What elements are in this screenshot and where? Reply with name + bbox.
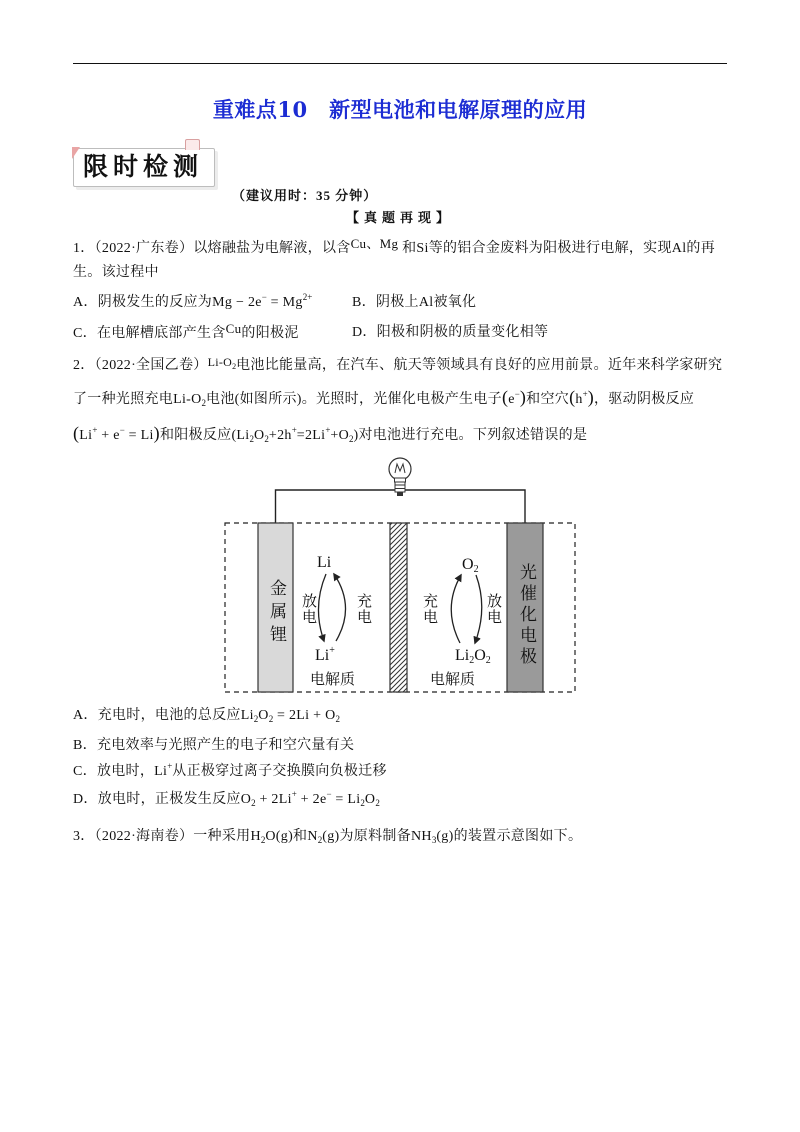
q2-text: 电池(如图所示)。光照时，光催化电极产生电子: [206, 392, 502, 407]
q1-text: 和: [398, 241, 417, 256]
formula-hole: h: [575, 392, 583, 407]
formula-sub: 2: [268, 714, 274, 724]
formula-sup: −: [261, 292, 267, 302]
q2-line-1: [73, 355, 722, 375]
q2-option-b: [73, 736, 354, 756]
right-charge-arrow: [451, 575, 461, 643]
formula-sub: 2: [375, 798, 380, 808]
formula-cu: Cu: [225, 321, 242, 336]
formula-sub: 2: [349, 434, 354, 444]
q1-line-2: [73, 263, 159, 283]
li2o2-text: Li: [455, 647, 470, 664]
q1-text: 等的铝合金废料为阳极进行电解，实现: [428, 241, 672, 256]
q2-text: O: [253, 428, 265, 443]
q2-text: +2h: [268, 428, 292, 443]
formula-cu-mg: Cu、Mg: [350, 236, 399, 251]
q1-text: 1．（2022·广东卷）以熔融盐为电解液，以含: [73, 241, 351, 256]
left-discharge-label: 放电: [300, 593, 316, 625]
q2-text: 电池比能量高，在汽车、航天等领域具有良好的应用前景。近年来科学家研究: [236, 358, 723, 373]
formula: = Li: [124, 428, 154, 443]
formula: NH: [411, 829, 432, 844]
option-text: C．放电时，Li: [73, 764, 168, 779]
formula-si: Si: [416, 241, 429, 256]
paren-close: ): [519, 387, 527, 407]
q3-text: 3．（2022·海南卷）一种采用: [73, 829, 251, 844]
formula: O: [240, 792, 252, 807]
q2-line-2: [73, 387, 694, 407]
li-ion-charge: +: [329, 645, 335, 656]
paren-close: ): [587, 387, 595, 407]
option-text: D．阳极和阴极的质量变化相等: [352, 325, 549, 340]
banner-tag-icon: [185, 139, 200, 150]
metal-lithium-label: 金属锂: [267, 579, 286, 648]
li2o2-sub: 2: [485, 655, 491, 666]
header-rule: [73, 63, 727, 64]
formula: O: [258, 708, 269, 723]
option-text: A．充电时，电池的总反应: [73, 708, 241, 723]
section-title: 【真题再现】: [345, 210, 454, 225]
time-limit-banner: [73, 148, 215, 187]
page-title: 重难点10 新型电池和电解原理的应用: [212, 97, 588, 122]
formula: O(g): [265, 829, 294, 844]
option-text: B．充电效率与光照产生的电子和空穴量有关: [73, 738, 355, 753]
formula-sup: 2+: [302, 292, 313, 302]
q1-text: 的再: [686, 241, 716, 256]
formula-sup: +: [92, 425, 98, 435]
formula-li-o2: Li-O: [173, 392, 202, 407]
q3-text: 的装置示意图如下。: [453, 829, 583, 844]
o2-label: [462, 556, 479, 576]
formula: (g): [436, 829, 454, 844]
right-discharge-label: 放电: [485, 593, 501, 625]
option-text: A．阴极发生的反应为: [73, 295, 213, 310]
ion-exchange-membrane: [390, 523, 407, 692]
q2-line-3: [73, 423, 587, 443]
formula: (g): [322, 829, 340, 844]
li-text: Li: [317, 554, 332, 571]
formula-sub: 2: [249, 434, 254, 444]
q2-text: 了一种光照充电: [73, 392, 174, 407]
formula-sup: +: [167, 761, 173, 771]
q1-option-b: [352, 293, 476, 313]
li-ion-label: [315, 647, 335, 667]
q2-option-c: [73, 762, 387, 782]
q2-text: )对电池进行充电。下列叙述错误的是: [353, 428, 588, 443]
paren-open: (: [73, 423, 80, 443]
q2-text: 和空穴: [526, 392, 570, 407]
paren-close: ): [153, 423, 160, 443]
right-electrolyte-label: 电解质: [430, 672, 476, 688]
li2o2-sub: 2: [469, 655, 475, 666]
q2-option-a: [73, 706, 340, 726]
left-discharge-arrow: [318, 574, 326, 641]
formula: + 2e: [296, 792, 327, 807]
option-text: D．放电时，正极发生反应: [73, 792, 241, 807]
q3-text: 和: [293, 829, 308, 844]
formula-sup: −: [514, 389, 520, 399]
suggested-time: （建议用时：35 分钟）: [232, 188, 378, 203]
q1-text: 生。该过程中: [73, 265, 159, 280]
formula-sub: 2: [317, 835, 323, 845]
li2o2-text: O: [474, 647, 486, 664]
formula: + 2Li: [255, 792, 292, 807]
formula-electron: e: [508, 392, 515, 407]
q2-text: 2．（2022·全国乙卷）: [73, 358, 208, 373]
q1-option-a: [73, 293, 312, 313]
li2o2-label: [455, 647, 491, 667]
o2-sub: 2: [473, 564, 479, 575]
formula-sub: 2: [260, 835, 266, 845]
formula-sup: −: [119, 425, 125, 435]
formula: = Li: [331, 792, 361, 807]
q2-option-d: [73, 790, 380, 810]
li-o2-battery-diagram: [220, 450, 580, 700]
right-charge-label: 充电: [421, 593, 437, 625]
formula-li-o2: Li-O: [207, 355, 233, 369]
option-text: 被氧化: [433, 295, 477, 310]
option-text: 的阳极泥: [241, 326, 299, 341]
banner-label: 限时检测: [83, 152, 204, 181]
q2-text: =2Li: [296, 428, 326, 443]
q2-text: ，驱动阴极反应: [594, 392, 695, 407]
formula-sub: 2: [201, 398, 207, 408]
formula-sup: +: [582, 389, 588, 399]
formula-al: Al: [671, 241, 687, 256]
formula: O: [364, 792, 376, 807]
formula-al: Al: [418, 295, 434, 310]
left-electrolyte-label: 电解质: [310, 672, 356, 688]
formula: = Mg: [266, 295, 303, 310]
paren-open: (: [569, 387, 576, 407]
formula-sup: +: [325, 425, 331, 435]
formula-sub: 2: [264, 434, 269, 444]
formula-sup: −: [326, 789, 332, 799]
formula: Li: [79, 428, 93, 443]
banner-corner-accent: [72, 147, 80, 159]
formula-sup: +: [291, 789, 297, 799]
option-text: C．在电解槽底部产生含: [73, 326, 226, 341]
q3-line-1: [73, 827, 582, 847]
li-label: [317, 554, 331, 572]
o2-text: O: [462, 556, 474, 573]
formula: + e: [97, 428, 120, 443]
formula-sub: 2: [360, 798, 365, 808]
formula-sub: 2: [253, 714, 259, 724]
option-text: 从正极穿过离子交换膜向负极迁移: [172, 764, 387, 779]
formula: H: [250, 829, 261, 844]
q1-option-c: [73, 323, 299, 343]
formula-sub: 3: [431, 835, 437, 845]
formula: = 2Li + O: [273, 708, 336, 723]
paren-open: (: [501, 387, 509, 407]
left-charge-arrow: [334, 574, 346, 641]
li-ion-text: Li: [315, 647, 330, 664]
left-charge-label: 充电: [355, 593, 371, 625]
formula: Mg − 2e: [212, 295, 262, 310]
formula: N: [307, 829, 318, 844]
q2-text: +O: [330, 428, 349, 443]
photocatalytic-electrode-label: 光催化电极: [517, 563, 536, 668]
formula-sub: 2: [232, 362, 237, 371]
formula: Li: [240, 708, 254, 723]
formula-sub: 2: [335, 714, 341, 724]
q1-line-1: [73, 238, 715, 258]
q1-option-d: [352, 323, 548, 343]
q2-text: 和阳极反应(Li: [159, 428, 250, 443]
q3-text: 为原料制备: [339, 829, 411, 844]
right-discharge-arrow: [475, 575, 482, 643]
formula-sub: 2: [251, 798, 256, 808]
formula-sup: +: [291, 425, 297, 435]
option-text: B．阴极上: [352, 295, 419, 310]
